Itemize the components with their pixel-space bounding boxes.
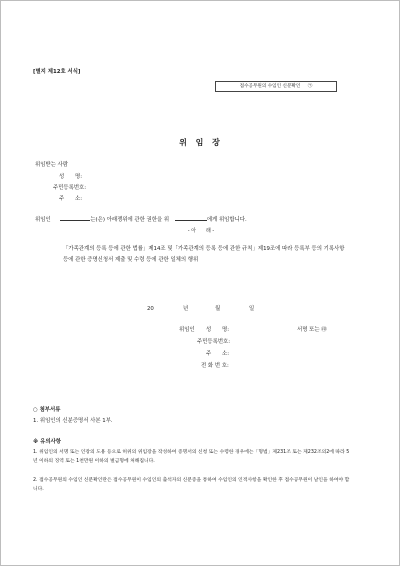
delegation-sentence [35, 214, 247, 224]
notes-heading: ※ 유의사항 [33, 439, 61, 445]
date-month-unit: 월 [215, 306, 221, 312]
delegate-rrn-label: 주민등록번호: [53, 185, 87, 191]
date-year: 20 [147, 306, 154, 312]
sign-or-seal-text: 서명 또는 [297, 327, 320, 333]
delegate-blank[interactable] [175, 214, 207, 221]
date-year-unit: 년 [183, 306, 189, 312]
delegation-prefix: 위임인 [35, 217, 51, 223]
delegation-middle: 는(은) 아래쟁위에 관한 권한을 위 [90, 217, 170, 223]
delegation-scope-paragraph: 「가족관계의 등록 등에 관한 법률」제14조 및「가족관계의 등록 등에 관한 규칙」제19조에 따라 등록부 등의 기록사항 등에 관한 증명신청서 제출 및 수령 등에 관한 일체의 행위 [63, 246, 345, 263]
note-item-2: 2. 접수공무원의 수임인 신분확인란은 접수공무원이 수임인의 출석자의 신분증을 통하여 수임인의 인적사항을 확인한 후 접수공무원이 날인을 하여야 합니다. [33, 478, 350, 492]
attachments-heading: ○ 첨부서류 [33, 407, 61, 413]
delegator-phone-label: 전 화 번 호: [201, 363, 229, 369]
below-marker: - 아 래 - [187, 228, 215, 234]
delegator-name-label: 성 명: [206, 327, 230, 333]
delegator-address-label: 주 소: [206, 351, 230, 357]
delegation-suffix: 에게 위임합니다. [206, 217, 247, 223]
delegate-heading: 위임받는 사람 [35, 162, 68, 168]
note-item-1: 1. 위임인의 서명 또는 인장의 도용 등으로 허위의 위임장을 작성하여 증명서의 신청 또는 수령한 경우에는「형법」제231조 또는 제232조의2에 따라 5년 이하의 징역 또는 1천만원 이하의 벌금형에 처해집니다. [33, 450, 350, 464]
delegator-sign-label [297, 326, 327, 334]
delegator-blank[interactable] [60, 214, 90, 221]
official-confirm-box [215, 81, 337, 92]
delegator-rrn-label: 주민등록번호: [197, 339, 231, 345]
page-title: 위 임 장 [179, 138, 223, 147]
delegate-address-label: 주 소: [59, 196, 83, 202]
official-confirm-mark: ㉠ [307, 84, 313, 89]
date-day-unit: 일 [249, 306, 255, 312]
form-number: [별지 제12호 서식] [33, 69, 81, 75]
seal-mark: ㊞ [321, 327, 327, 333]
delegator-heading: 위임인 [179, 327, 195, 333]
official-confirm-text: 접수공무원의 수임인 신분확인 [239, 84, 301, 89]
delegate-name-label: 성 명: [59, 174, 83, 180]
attachment-item: 1. 위임인의 신분증명서 사본 1부. [33, 418, 113, 424]
